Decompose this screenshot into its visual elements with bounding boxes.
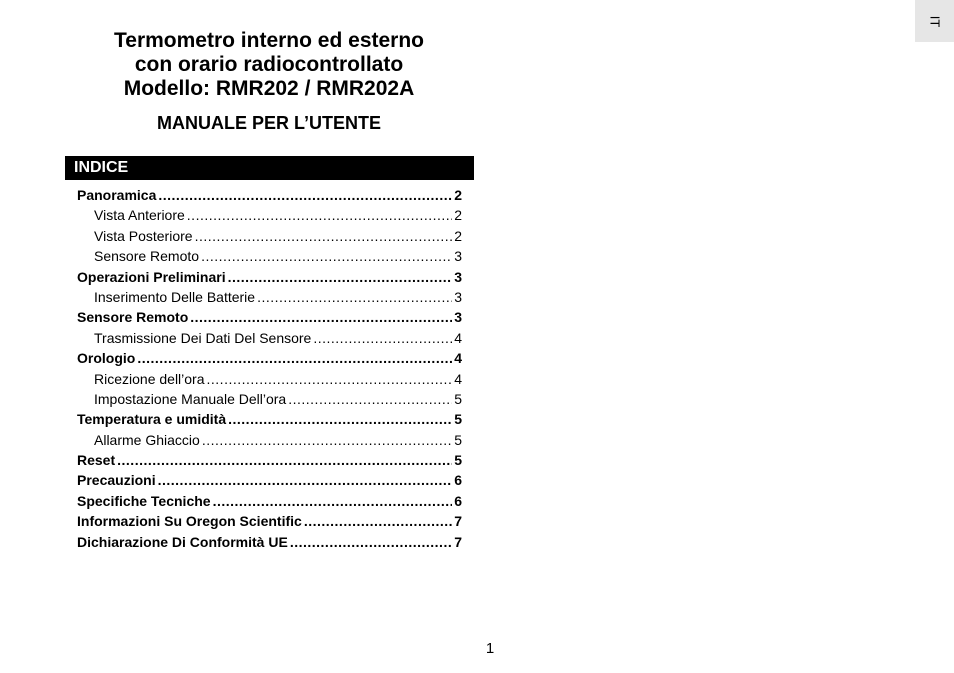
toc-entry-page: 2	[454, 227, 462, 244]
toc-entry-page: 4	[454, 329, 462, 346]
toc-entry[interactable]	[77, 307, 462, 327]
language-tab-label: IT	[927, 15, 942, 27]
page-number: 1	[485, 640, 495, 657]
toc-leader-dots	[207, 369, 453, 389]
toc-entry-label: Trasmissione Dei Dati Del Sensore	[94, 329, 312, 346]
toc-entry[interactable]	[77, 267, 462, 287]
toc-entry[interactable]	[77, 287, 462, 307]
toc-entry-page: 4	[454, 350, 462, 367]
toc-leader-dots	[257, 287, 452, 307]
toc-entry-page: 3	[454, 288, 462, 305]
toc-entry[interactable]	[77, 511, 462, 531]
toc-entry[interactable]	[77, 348, 462, 368]
toc-entry-label: Precauzioni	[77, 472, 156, 489]
toc-entry-page: 2	[454, 187, 462, 203]
toc-entry[interactable]	[77, 450, 462, 470]
toc-entry-label: Ricezione dell’ora	[94, 370, 205, 387]
toc-entry-page: 2	[454, 207, 462, 224]
toc-entry[interactable]	[77, 328, 462, 348]
toc-entry[interactable]	[77, 409, 462, 429]
toc-leader-dots	[313, 328, 452, 348]
toc-leader-dots	[117, 450, 452, 470]
toc-entry-label: Impostazione Manuale Dell’ora	[94, 390, 287, 407]
title-line-3: Modello: RMR202 / RMR202A	[123, 77, 415, 100]
table-of-contents	[77, 185, 462, 552]
title-line-1: Termometro interno ed esterno	[114, 29, 424, 52]
toc-entry[interactable]	[77, 430, 462, 450]
toc-entry[interactable]	[77, 470, 462, 490]
toc-entry-page: 6	[454, 472, 462, 489]
toc-entry-label: Temperatura e umidità	[77, 411, 227, 428]
toc-entry-label: Inserimento Delle Batterie	[94, 288, 256, 305]
toc-leader-dots	[288, 389, 452, 409]
toc-entry-label: Sensore Remoto	[77, 309, 189, 326]
toc-leader-dots	[228, 409, 452, 429]
toc-entry-label: Informazioni Su Oregon Scientific	[77, 513, 302, 530]
toc-entry-label: Dichiarazione Di Conformità UE	[77, 533, 288, 550]
toc-entry[interactable]	[77, 226, 462, 246]
toc-leader-dots	[190, 307, 452, 327]
index-heading: INDICE	[65, 156, 474, 180]
language-tab	[915, 0, 954, 42]
toc-entry[interactable]	[77, 185, 462, 205]
toc-entry[interactable]	[77, 532, 462, 552]
toc-entry-page: 5	[454, 452, 462, 469]
toc-entry[interactable]	[77, 205, 462, 225]
toc-entry-page: 3	[454, 248, 462, 265]
document-title	[64, 29, 474, 101]
toc-entry[interactable]	[77, 491, 462, 511]
toc-entry-page: 3	[454, 309, 462, 326]
toc-entry-page: 7	[454, 533, 462, 550]
toc-leader-dots	[228, 267, 453, 287]
toc-leader-dots	[304, 511, 452, 531]
toc-leader-dots	[158, 470, 453, 490]
toc-entry-page: 3	[454, 268, 462, 285]
toc-entry-label: Vista Anteriore	[94, 207, 185, 224]
toc-leader-dots	[202, 430, 452, 450]
toc-leader-dots	[187, 205, 452, 225]
toc-entry-page: 5	[454, 411, 462, 428]
toc-leader-dots	[290, 532, 452, 552]
title-line-2: con orario radiocontrollato	[134, 53, 404, 76]
toc-entry-page: 6	[454, 492, 462, 509]
toc-entry-label: Panoramica	[77, 187, 157, 203]
toc-entry-page: 7	[454, 513, 462, 530]
toc-entry[interactable]	[77, 389, 462, 409]
toc-entry-page: 5	[454, 390, 462, 407]
toc-leader-dots	[195, 226, 453, 246]
toc-leader-dots	[213, 491, 453, 511]
toc-entry-label: Orologio	[77, 350, 136, 367]
toc-leader-dots	[137, 348, 452, 368]
toc-entry[interactable]	[77, 369, 462, 389]
toc-entry-label: Specifiche Tecniche	[77, 492, 211, 509]
toc-entry-label: Reset	[77, 452, 116, 469]
toc-leader-dots	[201, 246, 452, 266]
document-subtitle: MANUALE PER L’UTENTE	[156, 113, 381, 133]
toc-entry-page: 5	[454, 431, 462, 448]
toc-entry-label: Allarme Ghiaccio	[94, 431, 200, 448]
toc-entry-label: Operazioni Preliminari	[77, 268, 226, 285]
toc-entry-page: 4	[454, 370, 462, 387]
toc-entry-label: Vista Posteriore	[94, 227, 193, 244]
toc-leader-dots	[158, 185, 452, 205]
toc-entry-label: Sensore Remoto	[94, 248, 200, 265]
toc-entry[interactable]	[77, 246, 462, 266]
